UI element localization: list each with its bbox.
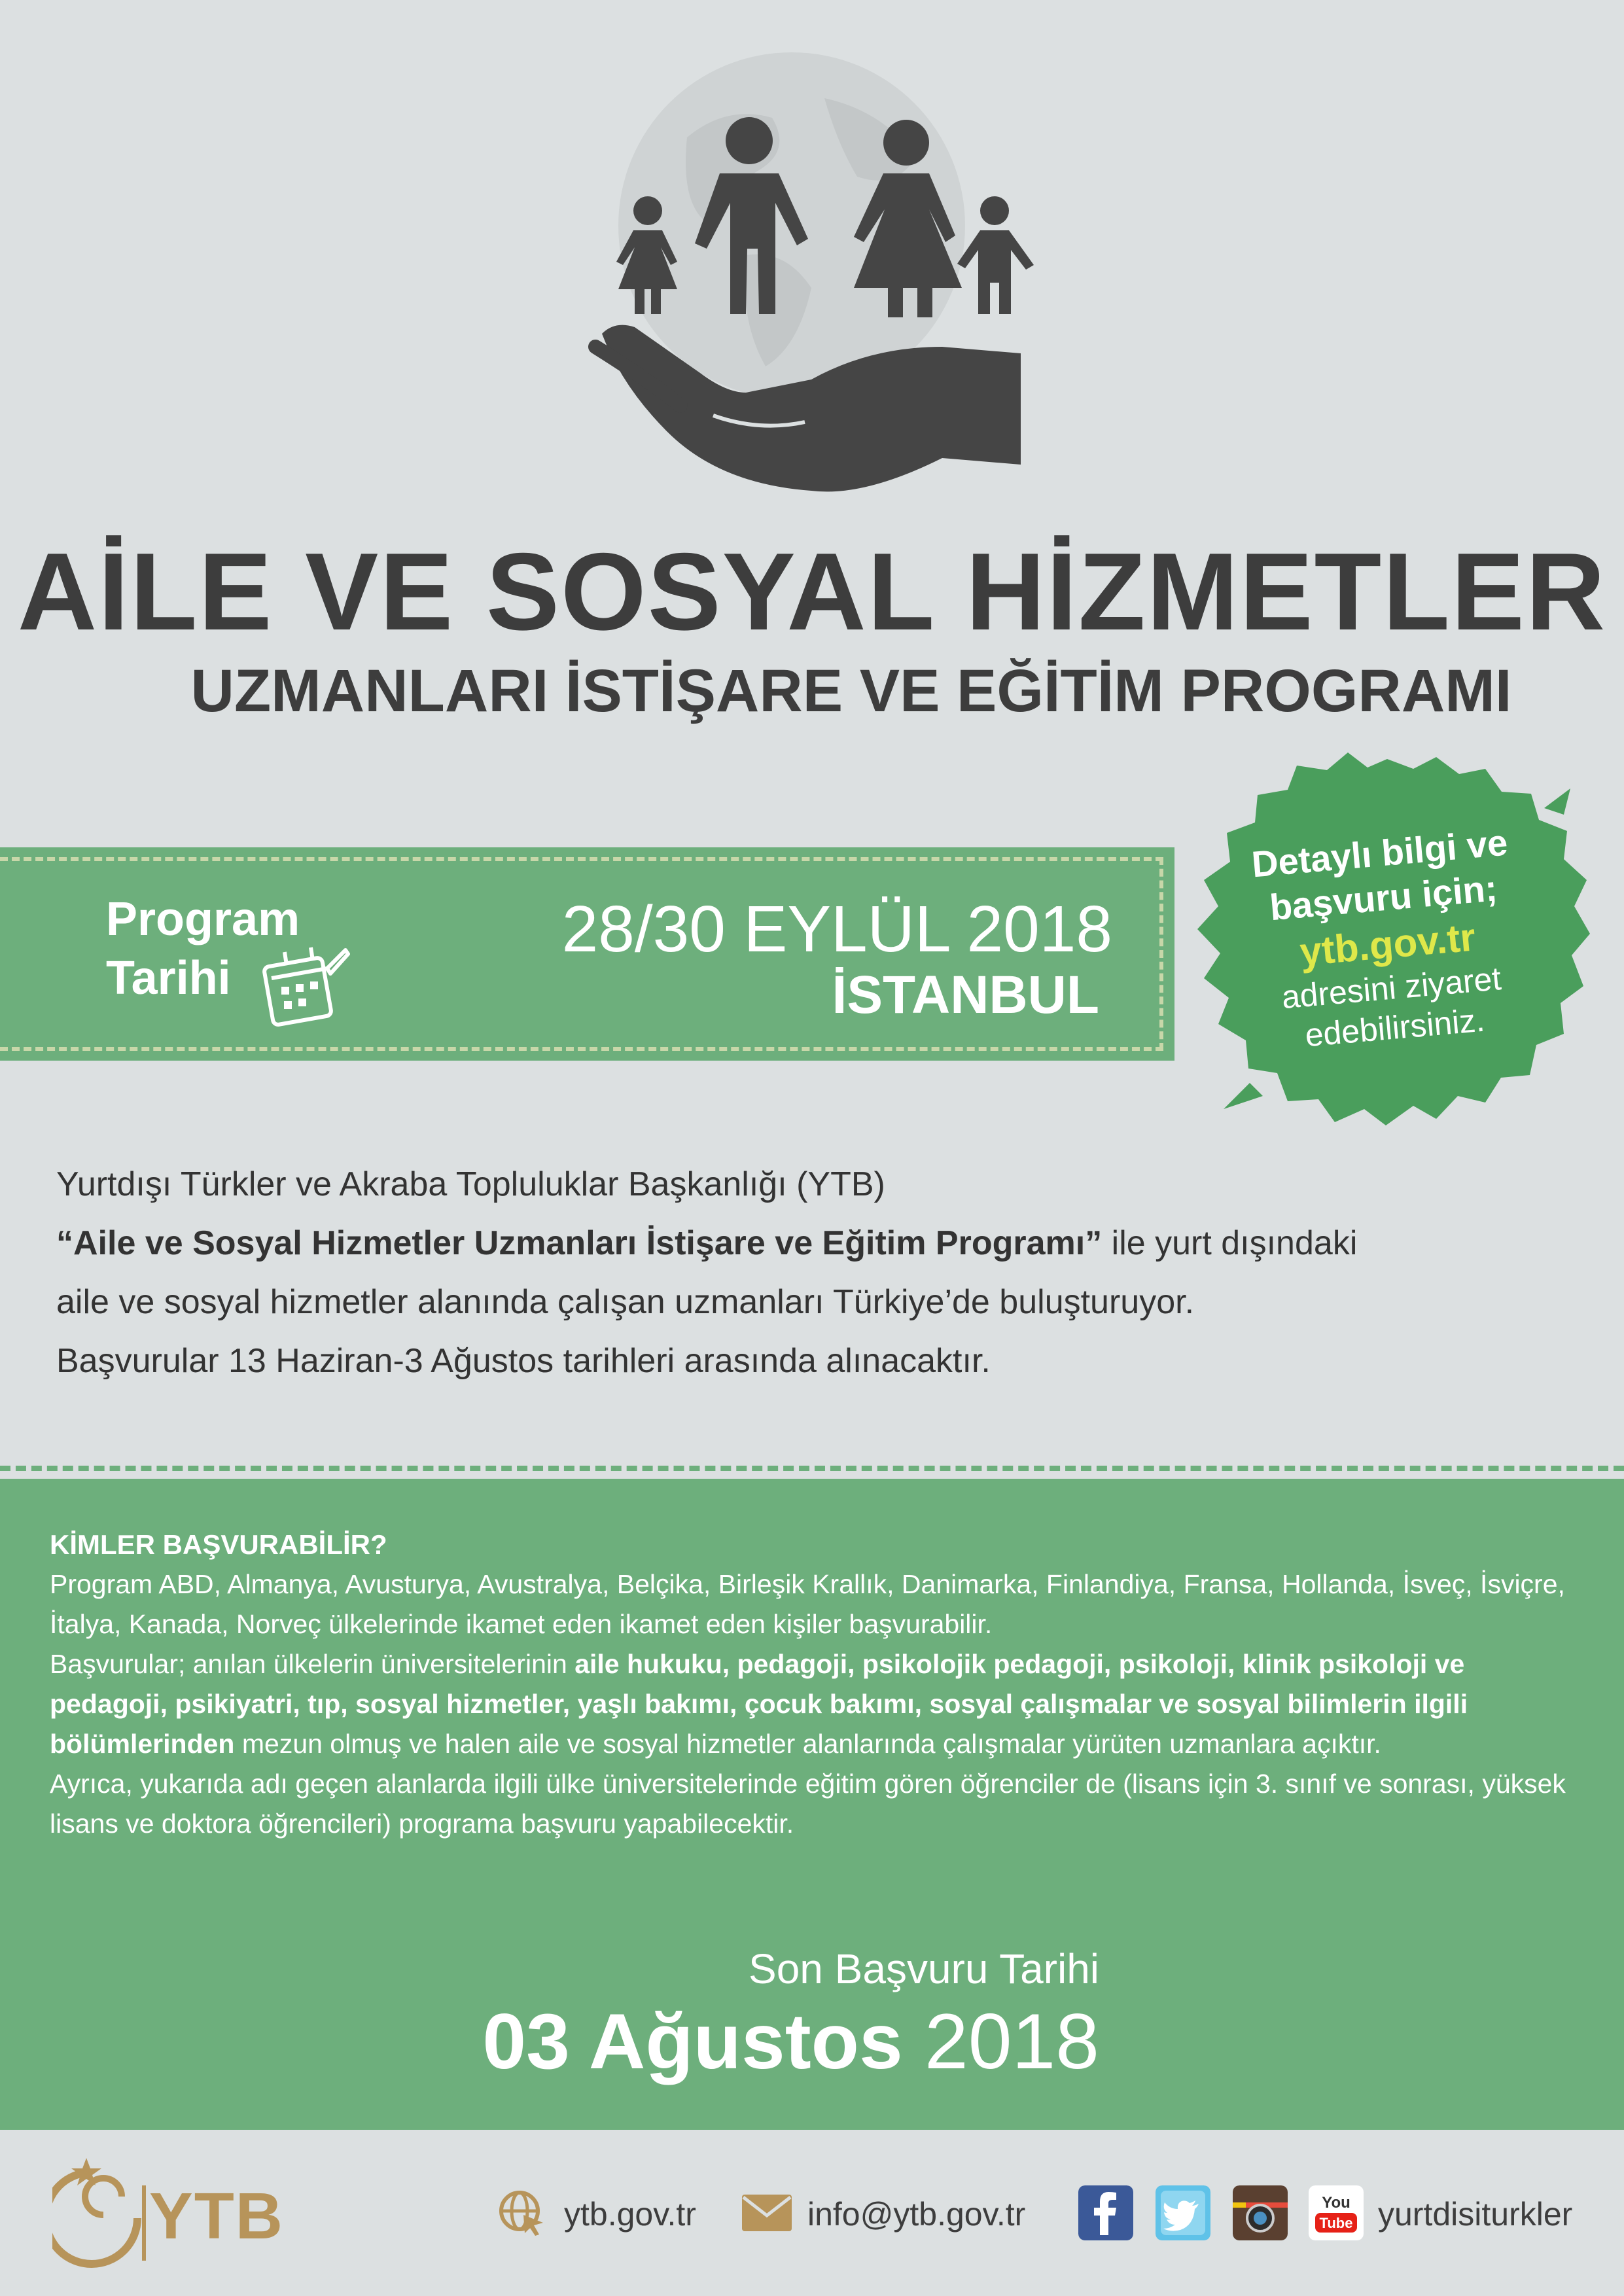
eligibility-p2-end: mezun olmuş ve halen aile ve sosyal hizmetler alanlarında çalışmalar yürüten uzmanlara açıktır. (234, 1729, 1381, 1759)
youtube-label-bottom: Tube (1319, 2215, 1353, 2231)
badge-line2: başvuru için; (1268, 867, 1499, 928)
intro-line3: aile ve sosyal hizmetler alanında çalışan uzmanları Türkiye’de buluşturuyor. (56, 1283, 1195, 1321)
badge-line5: edebilirsiniz. (1303, 1001, 1487, 1054)
youtube-icon[interactable] (1309, 2185, 1364, 2240)
program-label-line1: Program (106, 893, 300, 945)
program-date: 28/30 EYLÜL 2018 (561, 892, 1112, 966)
badge-line1: Detaylı bilgi ve (1250, 821, 1509, 885)
intro-line2-rest: ile yurt dışındaki (1102, 1224, 1358, 1262)
eligibility-text (50, 1525, 1581, 1844)
footer-website[interactable]: ytb.gov.tr (564, 2196, 696, 2233)
intro-paragraph (56, 1155, 1581, 1390)
eligibility-p3: Ayrıca, yukarıda adı geçen alanlarda ilgili ülke üniversitelerinde eğitim gören öğrenciler de (lisans için 3. sınıf ve sonrası, yüksek lisans ve doktora öğrencileri) programa başvuru yapabilecektir. (50, 1769, 1566, 1839)
family-hand-icon (576, 39, 1073, 510)
instagram-icon[interactable] (1233, 2185, 1288, 2240)
eligibility-heading: KİMLER BAŞVURABİLİR? (50, 1529, 387, 1560)
mail-icon (741, 2193, 793, 2233)
badge-text (1182, 814, 1593, 1065)
eligibility-fields: aile hukuku, pedagoji, psikolojik pedagoji, psikoloji, klinik psikoloji ve pedagoji, psikiyatri, tıp, sosyal hizmetler, yaşlı bakımı, çocuk bakımı, sosyal çalışmalar ve sosyal bilimlerin ilgili bölümlerinden (50, 1649, 1468, 1759)
intro-line4: Başvurular 13 Haziran-3 Ağustos tarihleri arasında alınacaktır. (56, 1342, 991, 1380)
deadline-day-month: 03 Ağustos (482, 1998, 903, 2085)
deadline-year: 2018 (902, 1998, 1099, 2085)
eligibility-p2 (50, 1644, 1581, 1764)
globe-cursor-icon (497, 2189, 546, 2237)
footer-social-handle[interactable]: yurtdisiturkler (1378, 2196, 1573, 2233)
ytb-logo-text: YTB (149, 2180, 284, 2253)
program-name: “Aile ve Sosyal Hizmetler Uzmanları İstişare ve Eğitim Programı” (56, 1224, 1103, 1262)
deadline-label: Son Başvuru Tarihi (749, 1945, 1099, 1992)
deadline-date (0, 1998, 1099, 2085)
facebook-icon[interactable] (1078, 2185, 1133, 2240)
badge-line4: adresini ziyaret (1280, 959, 1503, 1016)
calendar-icon (262, 942, 350, 1027)
intro-line2 (56, 1214, 1581, 1273)
footer-email[interactable]: info@ytb.gov.tr (807, 2196, 1026, 2233)
program-city: İSTANBUL (832, 965, 1099, 1025)
page-title: AİLE VE SOSYAL HİZMETLER (17, 530, 1607, 653)
page-subtitle: UZMANLARI İSTİŞARE VE EĞİTİM PROGRAMI (190, 658, 1512, 724)
badge-url[interactable]: ytb.gov.tr (1297, 915, 1477, 974)
intro-line1: Yurtdışı Türkler ve Akraba Topluluklar Başkanlığı (YTB) (56, 1165, 885, 1203)
eligibility-p1: Program ABD, Almanya, Avusturya, Avustralya, Belçika, Birleşik Krallık, Danimarka, Finlandiya, Fransa, Hollanda, İsveç, İsviçre, İtalya, Kanada, Norveç ülkelerinde ikamet eden ikamet eden kişiler başvurabilir. (50, 1569, 1565, 1639)
eligibility-p2-start: Başvurular; anılan ülkelerin üniversitelerinin (50, 1649, 575, 1679)
section-dashed-top (0, 1466, 1624, 1471)
program-label-line2: Tarihi (106, 952, 231, 1004)
twitter-icon[interactable] (1156, 2185, 1210, 2240)
youtube-label-top: You (1322, 2194, 1350, 2212)
